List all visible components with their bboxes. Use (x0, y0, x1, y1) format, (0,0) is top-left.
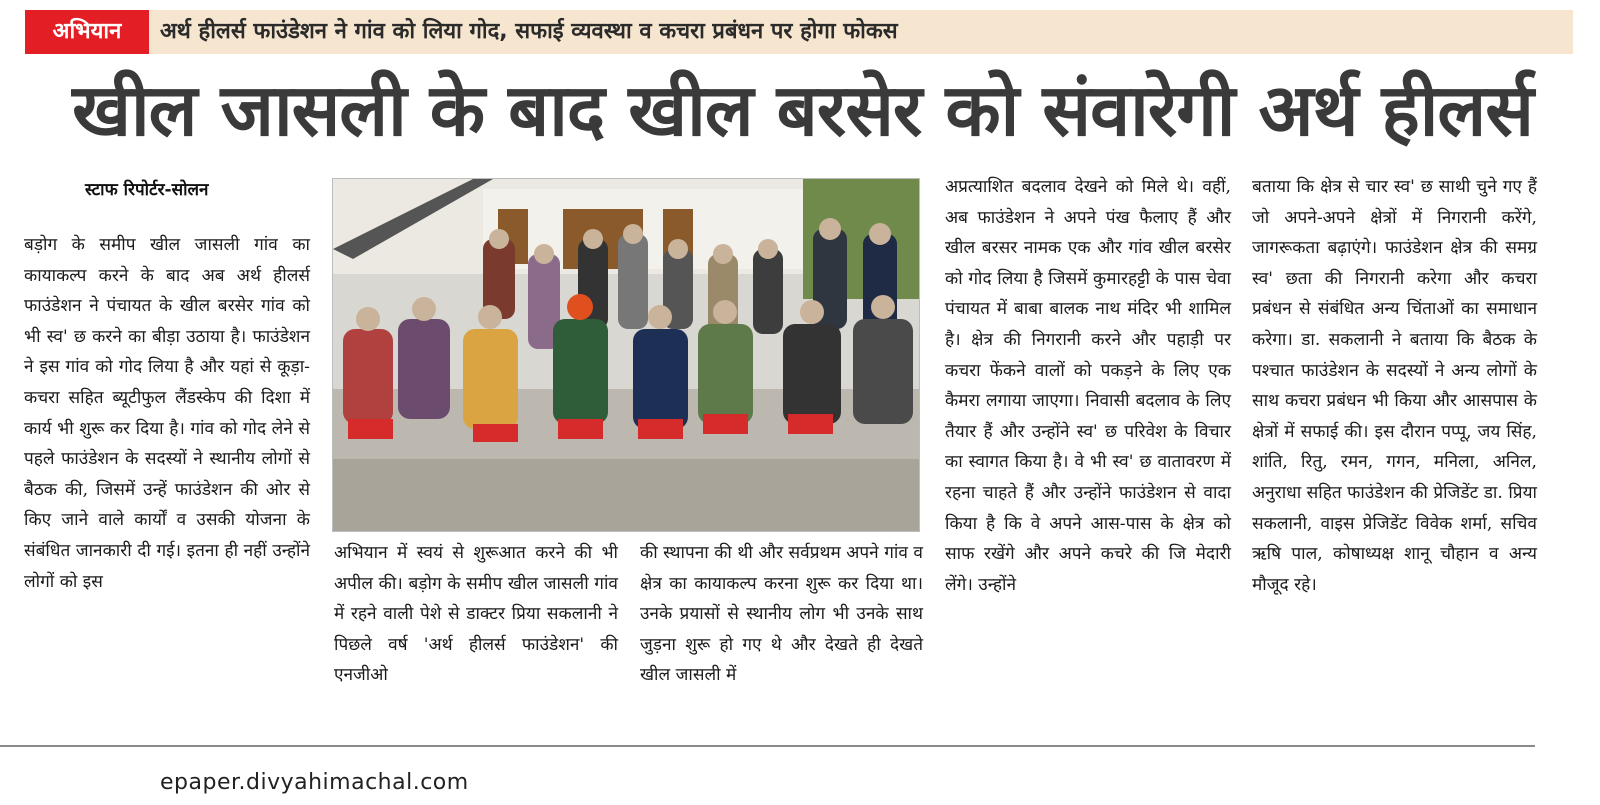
article-column-5: बताया कि क्षेत्र से चार स्व' छ साथी चुने गए हैं जो अपने-अपने क्षेत्रों में निगरानी करेंगे, जागरूकता बढ़ाएंगे। फाउंडेशन क्षेत्र की समग्र स्व' छता की निगरानी करेगा और कचरा प्रबंधन से संबंधित अन्य चिंताओं का समाधान करेगा। डा. सकलानी ने बताया कि बैठक के पश्चात फाउंडेशन के सदस्यों ने अन्य लोगों के साथ कचरा प्रबंधन भी किया और आसपास के क्षेत्रों में सफाई की। इस दौरान पप्पू, जय सिंह, शांति, रितु, रमन, गगन, मनिला, अनिल, अनुराधा सहित फाउंडेशन की प्रेजिडेंट डा. प्रिया सकलानी, वाइस प्रेजिडेंट विवेक शर्मा, सचिव ऋषि पाल, कोषाध्यक्ष शानू चौहान व अन्य मौजूद रहे। (1252, 177, 1537, 595)
article-column-3: की स्थापना की थी और सर्वप्रथम अपने गांव व क्षेत्र का कायाकल्प करना शुरू कर दिया था। उनके प्रयासों से स्थानीय लोग भी उनके साथ जुड़ना शुरू हो गए थे और देखते ही देखते खील जासली में (640, 543, 923, 686)
news-photo (332, 178, 920, 532)
article-column-1: बड़ोग के समीप खील जासली गांव का कायाकल्प करने के बाद अब अर्थ हीलर्स फाउंडेशन ने पंचायत के खील बरसेर गांव को भी स्व' छ करने का बीड़ा उठाया है। फाउंडेशन ने इस गांव को गोद लिया है और यहां से कूड़ा-कचरा सहित ब्यूटीफुल लैंडस्केप की दिशा में कार्य भी शुरू कर दिया है। गांव को गोद लेने से पहले फाउंडेशन के सदस्यों ने स्थानीय लोगों से बैठक की, जिसमें उन्हें फाउंडेशन की ओर से किए जाने वाले कार्यों व उसकी योजना के संबंधित जानकारी दी गई। इतना ही नहीं उन्होंने लोगों को इस (24, 235, 310, 592)
section-tag: अभियान (25, 10, 149, 54)
byline: स्टाफ रिपोर्टर-सोलन (85, 180, 209, 200)
headline: खील जासली के बाद खील बरसेर को संवारेगी अर्थ हीलर्स (72, 68, 1533, 152)
footer-divider (0, 745, 1535, 747)
article-column-4: अप्रत्याशित बदलाव देखने को मिले थे। वहीं, अब फाउंडेशन ने अपने पंख फैलाए हैं और खील बरसर नामक एक और गांव खील बरसेर को गोद लिया है जिसमें कुमारहट्टी के पास चेवा पंचायत में बाबा बालक नाथ मंदिर भी शामिल है। क्षेत्र की निगरानी करने और पहाड़ी पर कचरा फेंकने वालों को पकड़ने के लिए एक कैमरा लगाया जाएगा। निवासी बदलाव के लिए तैयार हैं और उन्होंने स्व' छ परिवेश के विचार का स्वागत किया है। वे भी स्व' छ वातावरण में रहना चाहते हैं और उन्होंने फाउंडेशन से वादा किया है कि वे अपने आस-पास के क्षेत्र को साफ रखेंगे और अपने कचरे की जि मेदारी लेंगे। उन्होंने (945, 177, 1231, 595)
subheadline: अर्थ हीलर्स फाउंडेशन ने गांव को लिया गोद, सफाई व्यवस्था व कचरा प्रबंधन पर होगा फोकस (160, 19, 898, 44)
article-column-2: अभियान में स्वयं से शुरूआत करने की भी अपील की। बड़ोग के समीप खील जासली गांव में रहने वाली पेशे से डाक्टर प्रिया सकलानी ने पिछले वर्ष 'अर्थ हीलर्स फाउंडेशन' की एनजीओ (334, 543, 618, 686)
footer-url[interactable]: epaper.divyahimachal.com (160, 770, 469, 795)
